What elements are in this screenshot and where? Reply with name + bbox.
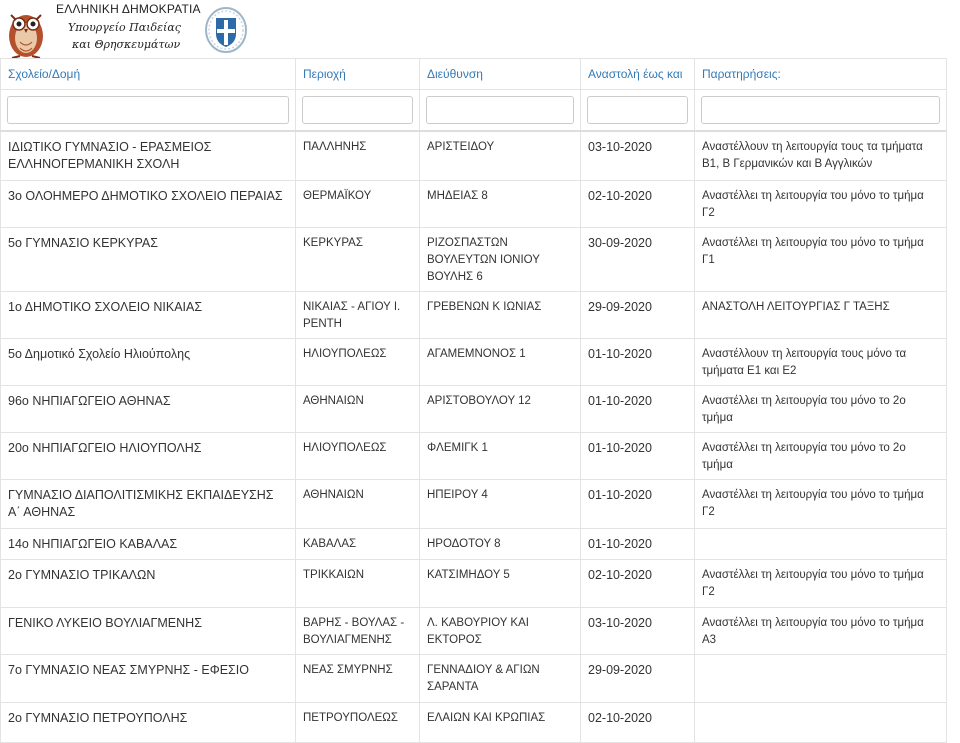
cell-address: ΗΡΟΔΟΤΟΥ 8 (420, 528, 581, 559)
cell-suspended-until: 29-09-2020 (581, 654, 695, 702)
table-row (1, 385, 947, 432)
cell-school: 1ο ΔΗΜΟΤΙΚΟ ΣΧΟΛΕΙΟ ΝΙΚΑΙΑΣ (1, 291, 296, 338)
cell-suspended-until: 01-10-2020 (581, 385, 695, 432)
cell-school: 96ο ΝΗΠΙΑΓΩΓΕΙΟ ΑΘΗΝΑΣ (1, 385, 296, 432)
filter-cell (581, 90, 695, 132)
cell-school: 5ο ΓΥΜΝΑΣΙΟ ΚΕΡΚΥΡΑΣ (1, 227, 296, 291)
cell-area: ΗΛΙΟΥΠΟΛΕΩΣ (296, 432, 420, 479)
table-row (1, 528, 947, 559)
column-header-school[interactable]: Σχολείο/Δομή (1, 59, 296, 90)
cell-school: 7ο ΓΥΜΝΑΣΙΟ ΝΕΑΣ ΣΜΥΡΝΗΣ - ΕΦΕΣΙΟ (1, 654, 296, 702)
cell-school: ΓΕΝΙΚΟ ΛΥΚΕΙΟ ΒΟΥΛΙΑΓΜΕΝΗΣ (1, 607, 296, 654)
header-ministry-line2: και Θρησκευμάτων (72, 38, 181, 51)
cell-notes: Αναστέλλει τη λειτουργία του μόνο το τμήμα Γ2 (695, 180, 947, 227)
cell-address: ΚΑΤΣΙΜΗΔΟΥ 5 (420, 559, 581, 607)
cell-address: ΓΕΝΝΑΔΙΟΥ & ΑΓΙΩΝ ΣΑΡΑΝΤΑ (420, 654, 581, 702)
cell-suspended-until: 01-10-2020 (581, 338, 695, 385)
cell-address: ΕΛΑΙΩΝ ΚΑΙ ΚΡΩΠΙΑΣ (420, 702, 581, 742)
cell-area: ΒΑΡΗΣ - ΒΟΥΛΑΣ - ΒΟΥΛΙΑΓΜΕΝΗΣ (296, 607, 420, 654)
table-row (1, 479, 947, 528)
cell-area: ΠΑΛΛΗΝΗΣ (296, 131, 420, 180)
table-row (1, 227, 947, 291)
cell-school: 2ο ΓΥΜΝΑΣΙΟ ΠΕΤΡΟΥΠΟΛΗΣ (1, 702, 296, 742)
cell-school: 2ο ΓΥΜΝΑΣΙΟ ΤΡΙΚΑΛΩΝ (1, 559, 296, 607)
cell-notes: ΑΝΑΣΤΟΛΗ ΛΕΙΤΟΥΡΓΙΑΣ Γ ΤΑΞΗΣ (695, 291, 947, 338)
greek-emblem-icon (204, 6, 248, 54)
header-ministry-line1: Υπουργείο Παιδείας (68, 21, 181, 34)
cell-address: ΓΡΕΒΕΝΩΝ Κ ΙΩΝΙΑΣ (420, 291, 581, 338)
table-row (1, 291, 947, 338)
table-row (1, 131, 947, 180)
table-row (1, 180, 947, 227)
cell-school: 3ο ΟΛΟΗΜΕΡΟ ΔΗΜΟΤΙΚΟ ΣΧΟΛΕΙΟ ΠΕΡΑΙΑΣ (1, 180, 296, 227)
table-row (1, 338, 947, 385)
filter-input-address[interactable] (426, 96, 574, 124)
cell-area: ΘΕΡΜΑΪΚΟΥ (296, 180, 420, 227)
cell-notes: Αναστέλλει τη λειτουργία του μόνο το τμήμα Γ1 (695, 227, 947, 291)
cell-school: 14ο ΝΗΠΙΑΓΩΓΕΙΟ ΚΑΒΑΛΑΣ (1, 528, 296, 559)
cell-address: ΑΡΙΣΤΟΒΟΥΛΟΥ 12 (420, 385, 581, 432)
cell-notes: Αναστέλλει τη λειτουργία του μόνο το 2ο τμήμα (695, 385, 947, 432)
table-row (1, 607, 947, 654)
cell-suspended-until: 02-10-2020 (581, 180, 695, 227)
cell-suspended-until: 30-09-2020 (581, 227, 695, 291)
column-header-suspended-until[interactable]: Αναστολή έως και (581, 59, 695, 90)
cell-area: ΚΑΒΑΛΑΣ (296, 528, 420, 559)
cell-suspended-until: 01-10-2020 (581, 432, 695, 479)
cell-area: ΠΕΤΡΟΥΠΟΛΕΩΣ (296, 702, 420, 742)
cell-address: ΡΙΖΟΣΠΑΣΤΩΝ ΒΟΥΛΕΥΤΩΝ ΙΟΝΙΟΥ ΒΟΥΛΗΣ 6 (420, 227, 581, 291)
cell-address: ΜΗΔΕΙΑΣ 8 (420, 180, 581, 227)
cell-suspended-until: 01-10-2020 (581, 479, 695, 528)
filter-input-suspended-until[interactable] (587, 96, 688, 124)
cell-notes (695, 528, 947, 559)
cell-school: 5ο Δημοτικό Σχολείο Ηλιούπολης (1, 338, 296, 385)
cell-notes: Αναστέλλει τη λειτουργία του μόνο το τμήμα Α3 (695, 607, 947, 654)
filter-input-notes[interactable] (701, 96, 940, 124)
cell-notes: Αναστέλλουν τη λειτουργία τους μόνο τα τμήματα Ε1 και Ε2 (695, 338, 947, 385)
cell-area: ΝΕΑΣ ΣΜΥΡΝΗΣ (296, 654, 420, 702)
owl-logo-icon (2, 2, 50, 60)
cell-school: ΓΥΜΝΑΣΙΟ ΔΙΑΠΟΛΙΤΙΣΜΙΚΗΣ ΕΚΠΑΙΔΕΥΣΗΣ Α΄ ΑΘΗΝΑΣ (1, 479, 296, 528)
table-row (1, 559, 947, 607)
cell-notes: Αναστέλλουν τη λειτουργία τους τα τμήματα Β1, Β Γερμανικών και Β Αγγλικών (695, 131, 947, 180)
cell-area: ΤΡΙΚΚΑΙΩΝ (296, 559, 420, 607)
cell-area: ΚΕΡΚΥΡΑΣ (296, 227, 420, 291)
cell-suspended-until: 03-10-2020 (581, 607, 695, 654)
cell-area: ΑΘΗΝΑΙΩΝ (296, 385, 420, 432)
column-header-address[interactable]: Διεύθυνση (420, 59, 581, 90)
table-row (1, 654, 947, 702)
table-row (1, 432, 947, 479)
cell-address: ΗΠΕΙΡΟΥ 4 (420, 479, 581, 528)
filter-cell (420, 90, 581, 132)
cell-notes: Αναστέλλει τη λειτουργία του μόνο το 2ο τμήμα (695, 432, 947, 479)
cell-area: ΑΘΗΝΑΙΩΝ (296, 479, 420, 528)
header-title: ΕΛΛΗΝΙΚΗ ΔΗΜΟΚΡΑΤΙΑ (56, 2, 201, 16)
cell-suspended-until: 03-10-2020 (581, 131, 695, 180)
cell-suspended-until: 02-10-2020 (581, 702, 695, 742)
filter-cell (1, 90, 296, 132)
school-closures-table (0, 58, 947, 743)
cell-address: Λ. ΚΑΒΟΥΡΙΟΥ ΚΑΙ ΕΚΤΟΡΟΣ (420, 607, 581, 654)
filter-input-area[interactable] (302, 96, 413, 124)
cell-address: ΑΓΑΜΕΜΝΟΝΟΣ 1 (420, 338, 581, 385)
cell-school: ΙΔΙΩΤΙΚΟ ΓΥΜΝΑΣΙΟ - ΕΡΑΣΜΕΙΟΣ ΕΛΛΗΝΟΓΕΡΜΑΝΙΚΗ ΣΧΟΛΗ (1, 131, 296, 180)
table-row (1, 702, 947, 742)
column-header-area[interactable]: Περιοχή (296, 59, 420, 90)
column-header-notes[interactable]: Παρατηρήσεις: (695, 59, 947, 90)
cell-suspended-until: 29-09-2020 (581, 291, 695, 338)
cell-notes: Αναστέλλει τη λειτουργία του μόνο το τμήμα Γ2 (695, 479, 947, 528)
cell-address: ΦΛΕΜΙΓΚ 1 (420, 432, 581, 479)
cell-area: ΝΙΚΑΙΑΣ - ΑΓΙΟΥ Ι. ΡΕΝΤΗ (296, 291, 420, 338)
cell-area: ΗΛΙΟΥΠΟΛΕΩΣ (296, 338, 420, 385)
cell-suspended-until: 02-10-2020 (581, 559, 695, 607)
cell-suspended-until: 01-10-2020 (581, 528, 695, 559)
cell-notes: Αναστέλλει τη λειτουργία του μόνο το τμήμα Γ2 (695, 559, 947, 607)
filter-cell (296, 90, 420, 132)
filter-input-school[interactable] (7, 96, 289, 124)
filter-cell (695, 90, 947, 132)
page-header (0, 0, 960, 58)
cell-school: 20ο ΝΗΠΙΑΓΩΓΕΙΟ ΗΛΙΟΥΠΟΛΗΣ (1, 432, 296, 479)
cell-notes (695, 702, 947, 742)
cell-notes (695, 654, 947, 702)
cell-address: ΑΡΙΣΤΕΙΔΟΥ (420, 131, 581, 180)
